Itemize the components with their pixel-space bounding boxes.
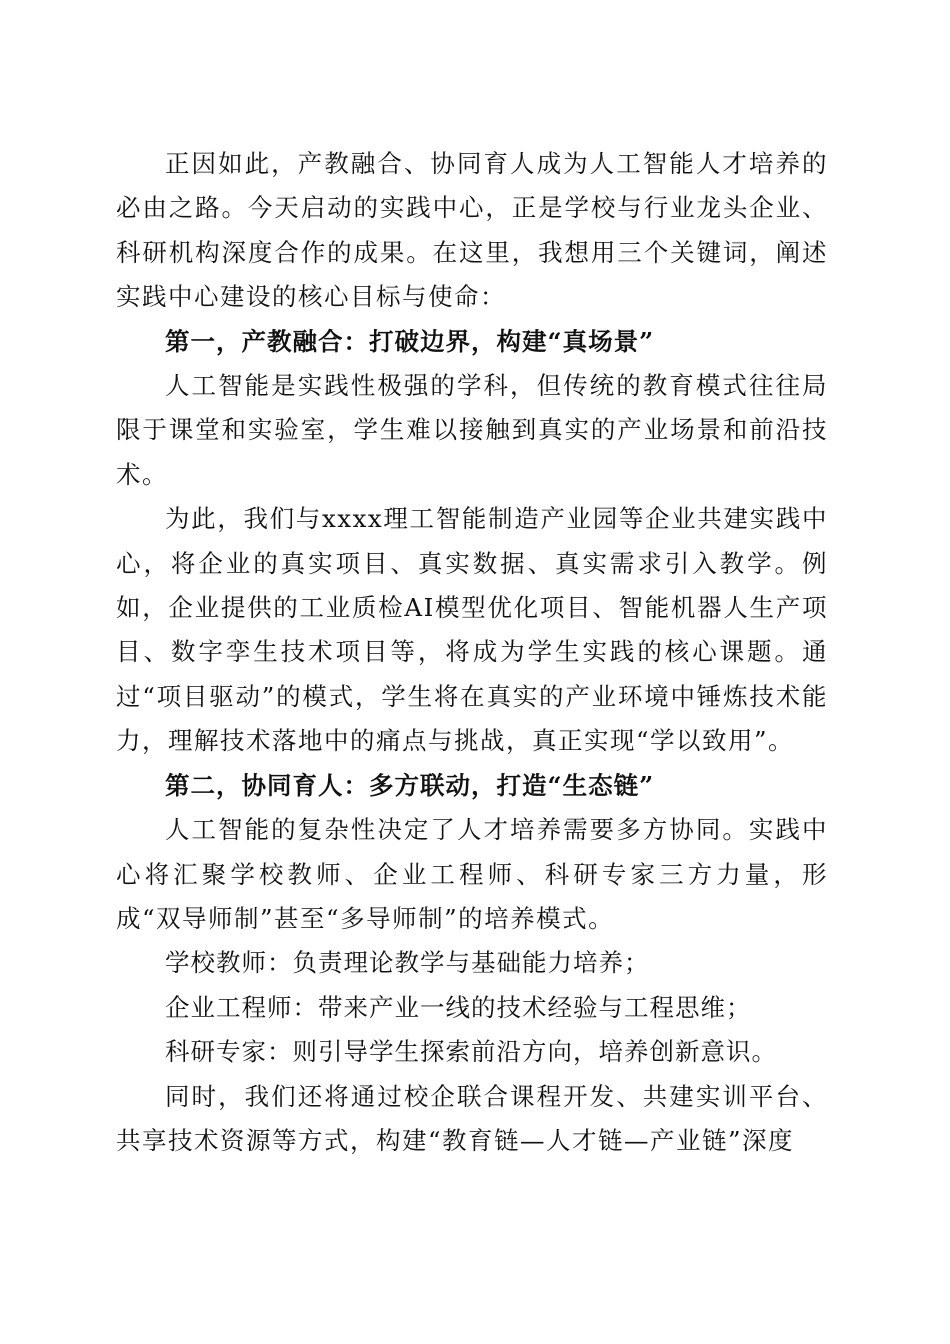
list-item-teachers: 学校教师：负责理论教学与基础能力培养； bbox=[165, 948, 650, 978]
section-heading-2: 第二，协同育人：多方联动，打造“生态链” bbox=[165, 770, 655, 800]
paragraph-ai-practice: 人工智能是实践性极强的学科，但传统的教育模式往往局限于课堂和实验室，学生难以接触到真实的产业场景和前沿技术。 bbox=[116, 371, 828, 489]
paragraph-intro: 正因如此，产教融合、协同育人成为人工智能人才培养的必由之路。今天启动的实践中心，正是学校与行业龙头企业、科研机构深度合作的成果。在这里，我想用三个关键词，阐述实践中心建设的核心目标与使命： bbox=[116, 149, 828, 312]
document-body bbox=[116, 142, 828, 1163]
paragraph-collaboration: 人工智能的复杂性决定了人才培养需要多方协同。实践中心将汇聚学校教师、企业工程师、科研专家三方力量，形成“双导师制”甚至“多导师制”的培养模式。 bbox=[116, 815, 828, 933]
paragraph-chain: 同时，我们还将通过校企联合课程开发、共建实训平台、共享技术资源等方式，构建“教育链—人才链—产业链”深度 bbox=[116, 1081, 828, 1155]
section-heading-1: 第一，产教融合：打破边界，构建“真场景” bbox=[165, 326, 655, 356]
list-item-engineers: 企业工程师：带来产业一线的技术经验与工程思维； bbox=[165, 992, 752, 1022]
paragraph-joint-center: 为此，我们与xxxx理工智能制造产业园等企业共建实践中心，将企业的真实项目、真实数据、真实需求引入教学。例如，企业提供的工业质检AI模型优化项目、智能机器人生产项目、数字孪生技术项目等，将成为学生实践的核心课题。通过“项目驱动”的模式，学生将在真实的产业环境中锤炼技术能力，理解技术落地中的痛点与挑战，真正实现“学以致用”。 bbox=[116, 504, 828, 756]
list-item-experts: 科研专家：则引导学生探索前沿方向，培养创新意识。 bbox=[165, 1037, 777, 1067]
